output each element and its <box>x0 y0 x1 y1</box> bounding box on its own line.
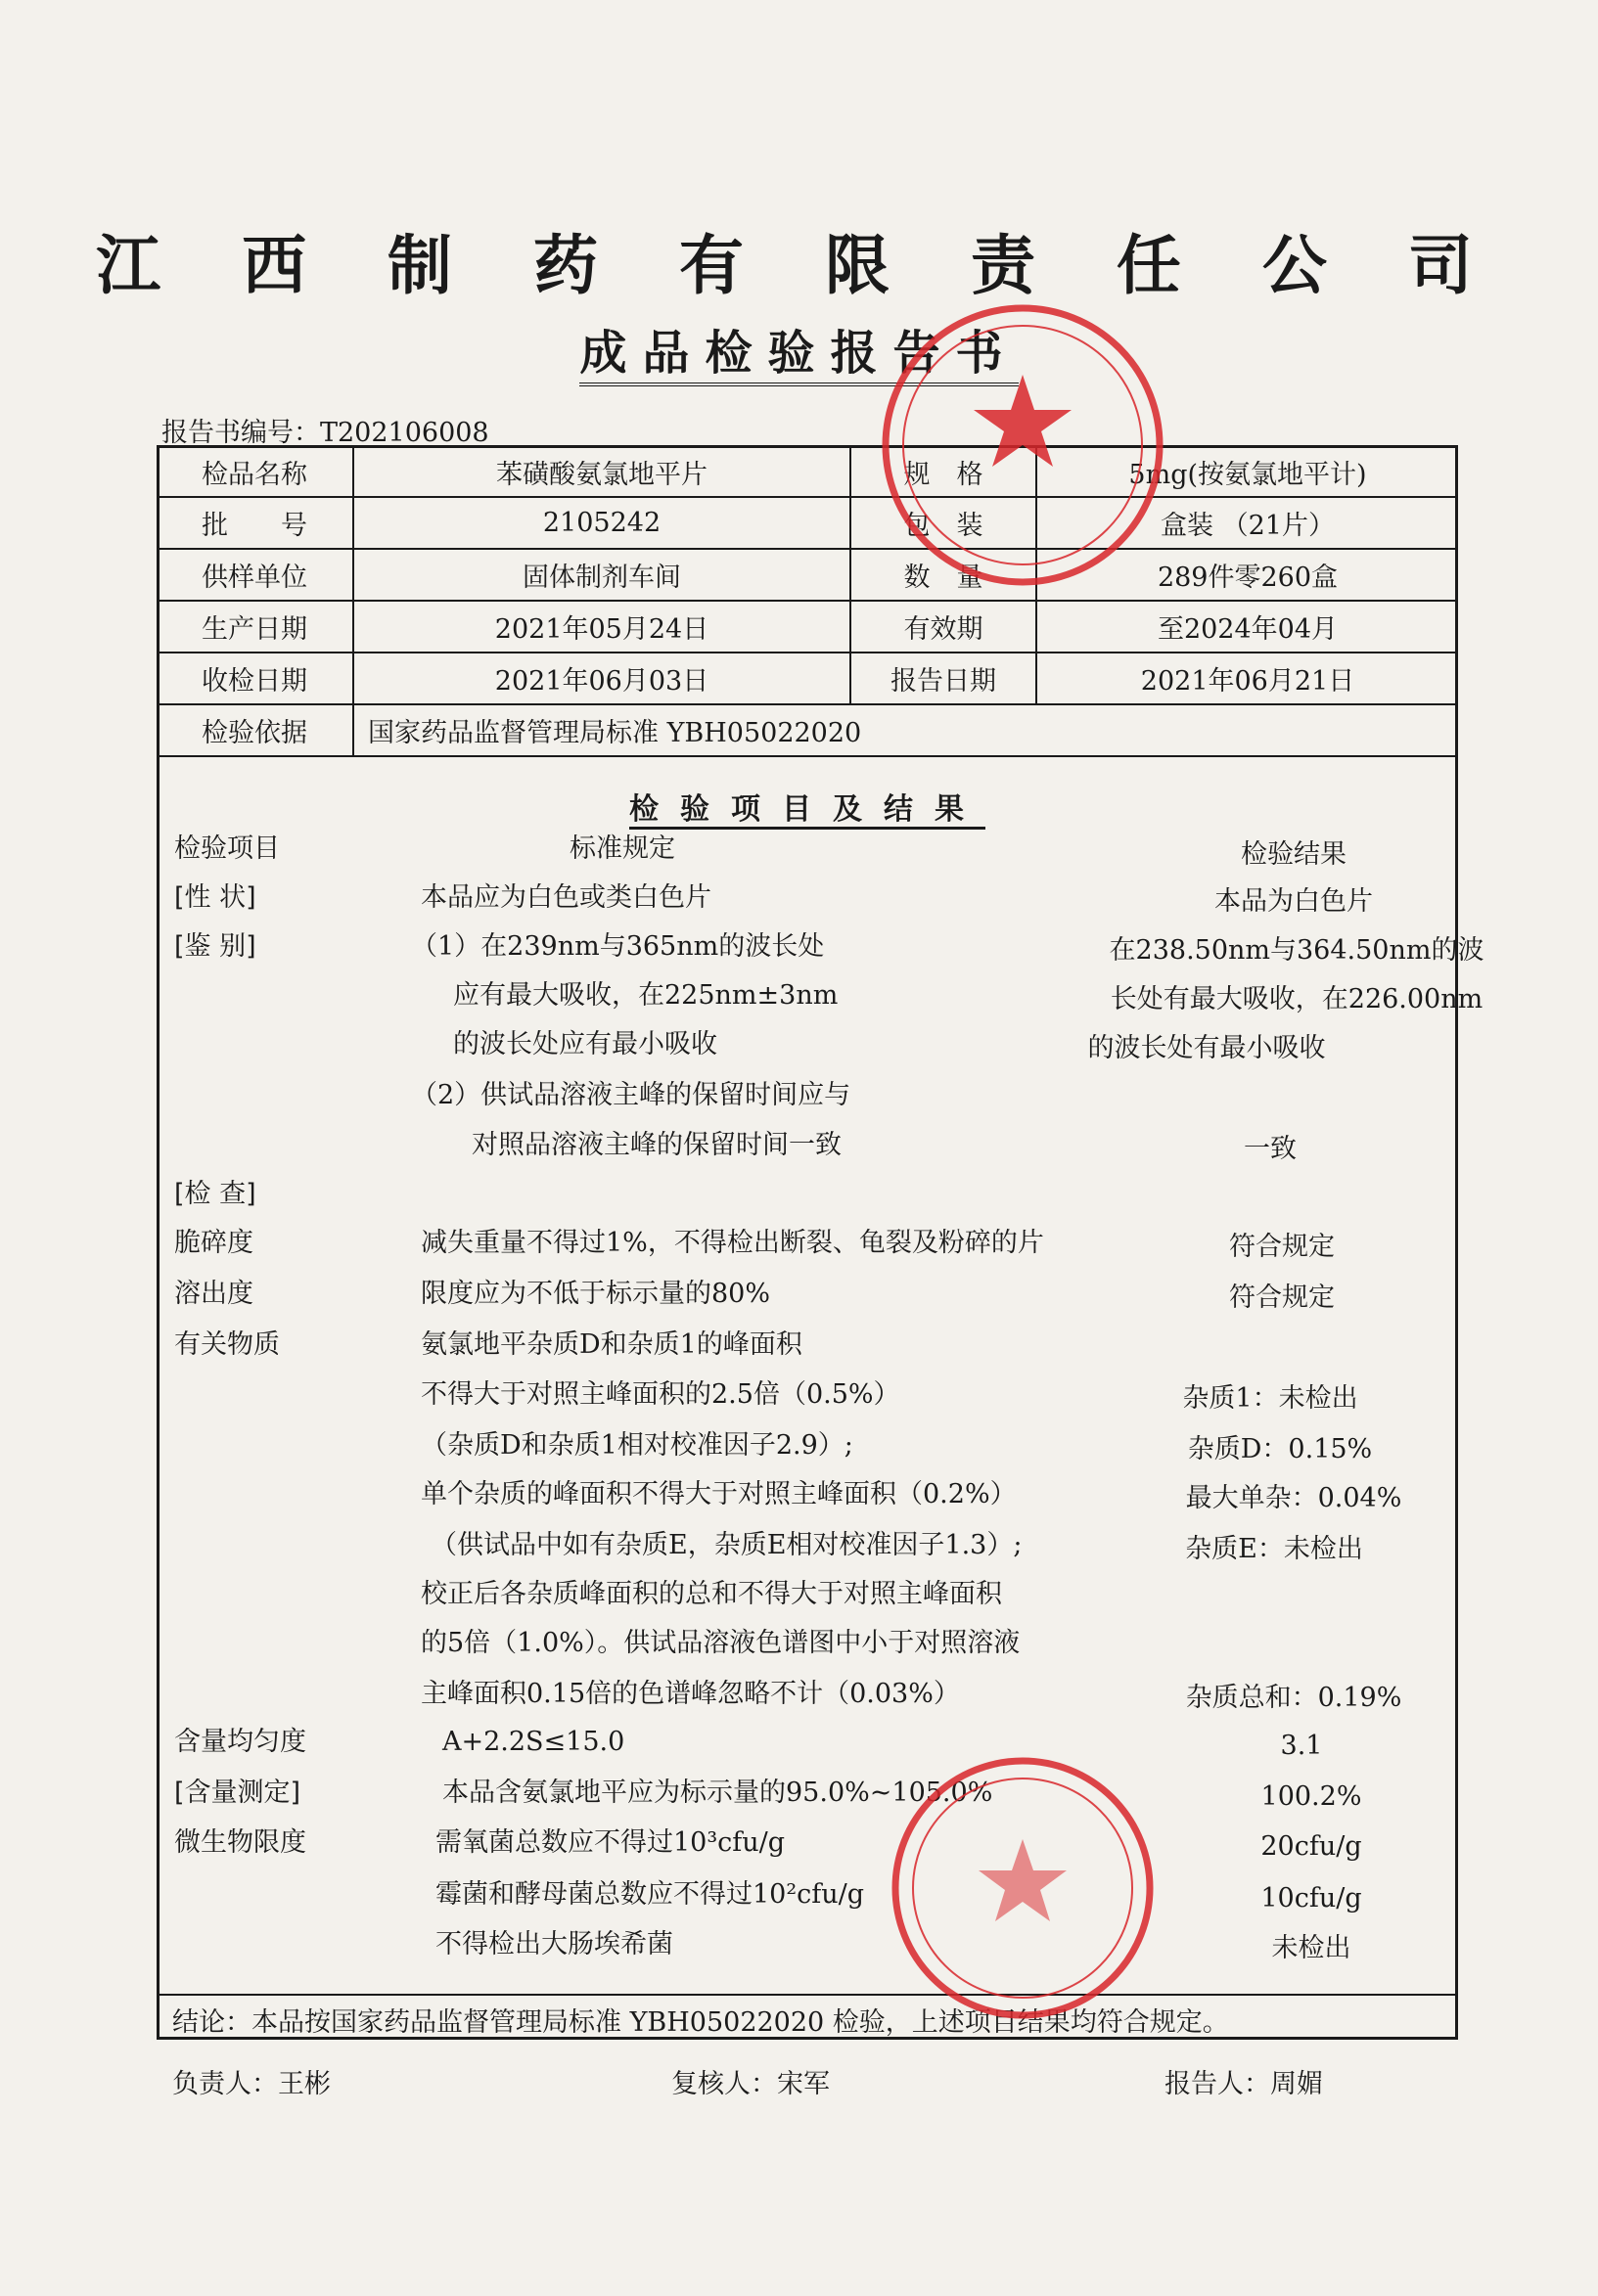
result-row-result: 杂质总和：0.19% <box>1185 1683 1402 1713</box>
result-row-standard: 限度应为不低于标示量的80% <box>421 1279 771 1309</box>
quantity-label: 数 量 <box>903 562 983 593</box>
result-row-standard: 校正后各杂质峰面积的总和不得大于对照主峰面积 <box>421 1579 1002 1609</box>
result-row-result: 的波长处有最小吸收 <box>1087 1033 1326 1063</box>
package-label: 包 装 <box>903 510 983 541</box>
result-row-result: 杂质E：未检出 <box>1185 1534 1363 1564</box>
document-title-text: 成品检验报告书 <box>579 326 1018 386</box>
result-row-standard: 减失重量不得过1%，不得检出断裂、龟裂及粉碎的片 <box>421 1228 1044 1258</box>
result-row-item: [检 查] <box>174 1179 256 1209</box>
result-row-result: 未检出 <box>1271 1933 1351 1963</box>
spec-value: 5mg(按氨氯地平计) <box>1128 459 1367 490</box>
batch-label: 批 号 <box>202 510 307 541</box>
signature-responsible: 负责人：王彬 <box>172 2069 331 2099</box>
result-row-result: 杂质1：未检出 <box>1182 1383 1358 1414</box>
package-value: 盒装 （21片） <box>1161 510 1335 541</box>
quantity-value: 289件零260盒 <box>1157 562 1339 593</box>
product-name-value: 苯磺酸氨氯地平片 <box>496 459 708 490</box>
result-row-result: 3.1 <box>1280 1731 1323 1761</box>
receipt-date-value: 2021年06月03日 <box>494 665 709 697</box>
company-seal-icon <box>886 1751 1160 2025</box>
supplier-label: 供样单位 <box>202 562 307 593</box>
result-row-result: 最大单杂：0.04% <box>1185 1483 1402 1513</box>
batch-value: 2105242 <box>542 507 662 538</box>
basis-label: 检验依据 <box>202 717 307 748</box>
result-row-result: 杂质D：0.15% <box>1187 1434 1373 1464</box>
result-row-standard: 对照品溶液主峰的保留时间一致 <box>472 1130 842 1160</box>
result-row-standard: （供试品中如有杂质E，杂质E相对校准因子1.3）; <box>431 1530 1023 1560</box>
result-row-standard: 的波长处应有最小吸收 <box>453 1029 717 1059</box>
quality-seal-icon <box>876 298 1169 592</box>
section-title <box>157 785 1458 828</box>
result-row-standard: 霉菌和酵母菌总数应不得过10²cfu/g <box>435 1879 865 1910</box>
result-row-item: 有关物质 <box>174 1329 280 1360</box>
supplier-value: 固体制剂车间 <box>523 562 681 593</box>
result-row-result: 长处有最大吸收，在226.00nm <box>1110 984 1484 1014</box>
result-row-standard: （1）在239nm与365nm的波长处 <box>411 931 825 962</box>
result-row-item: [含量测定] <box>174 1778 301 1808</box>
result-row-standard: 不得大于对照主峰面积的2.5倍（0.5%） <box>421 1379 900 1410</box>
signature-reviewer: 复核人：宋军 <box>671 2069 830 2099</box>
result-row-standard: 的5倍（1.0%）。供试品溶液色谱图中小于对照溶液 <box>421 1628 1021 1658</box>
production-date-label: 生产日期 <box>202 613 307 645</box>
result-row-standard: （杂质D和杂质1相对校准因子2.9）; <box>421 1430 853 1461</box>
result-row-standard: 应有最大吸收，在225nm±3nm <box>453 980 839 1011</box>
grid-line <box>157 1994 1458 1996</box>
result-row-item: [鉴 别] <box>174 931 256 962</box>
result-row-result: 100.2% <box>1260 1781 1362 1812</box>
result-row-item: 含量均匀度 <box>174 1727 306 1757</box>
expiry-label: 有效期 <box>903 613 983 645</box>
result-row-result: 符合规定 <box>1229 1283 1335 1313</box>
document-title <box>0 315 1598 383</box>
result-row-result: 一致 <box>1244 1134 1297 1164</box>
result-row-standard: 单个杂质的峰面积不得大于对照主峰面积（0.2%） <box>421 1479 1017 1509</box>
spec-label: 规 格 <box>903 459 983 490</box>
result-row-result: 10cfu/g <box>1260 1883 1362 1913</box>
section-title-text: 检验项目及结果 <box>629 792 985 830</box>
result-row-result: 20cfu/g <box>1260 1831 1362 1862</box>
result-row-standard: 主峰面积0.15倍的色谱峰忽略不计（0.03%） <box>421 1679 960 1709</box>
result-row-item: [性 状] <box>174 882 256 913</box>
header-item: 检验项目 <box>174 833 280 864</box>
result-row-standard: 需氧菌总数应不得过10³cfu/g <box>435 1827 786 1858</box>
result-row-result: 符合规定 <box>1229 1232 1335 1262</box>
result-row-standard: A+2.2S≤15.0 <box>442 1727 625 1757</box>
result-row-standard: 本品含氨氯地平应为标示量的95.0%~105.0% <box>442 1778 993 1808</box>
report-date-label: 报告日期 <box>890 665 996 697</box>
result-row-item: 溶出度 <box>174 1279 253 1309</box>
product-name-label: 检品名称 <box>202 459 307 490</box>
result-row-standard: 氨氯地平杂质D和杂质1的峰面积 <box>421 1329 802 1360</box>
result-row-standard: 本品应为白色或类白色片 <box>421 882 711 913</box>
production-date-value: 2021年05月24日 <box>494 613 709 645</box>
expiry-value: 至2024年04月 <box>1157 613 1339 645</box>
result-row-standard: （2）供试品溶液主峰的保留时间应与 <box>411 1080 851 1110</box>
conclusion: 结论：本品按国家药品监督管理局标准 YBH05022020 检验，上述项目结果均符合规定。 <box>172 2007 1229 2038</box>
result-row-item: 微生物限度 <box>174 1827 306 1858</box>
basis-value: 国家药品监督管理局标准 YBH05022020 <box>368 717 862 748</box>
signature-reporter: 报告人：周媚 <box>1164 2069 1323 2099</box>
result-row-standard: 不得检出大肠埃希菌 <box>435 1929 673 1959</box>
report-number: 报告书编号：T202106008 <box>161 418 489 448</box>
result-row-item: 脆碎度 <box>174 1228 253 1258</box>
header-standard: 标准规定 <box>570 833 675 864</box>
grid-line <box>157 755 1458 757</box>
result-row-result: 在238.50nm与364.50nm的波 <box>1109 935 1484 966</box>
report-date-value: 2021年06月21日 <box>1140 665 1355 697</box>
header-result: 检验结果 <box>1241 839 1347 870</box>
result-row-result: 本品为白色片 <box>1214 886 1373 917</box>
receipt-date-label: 收检日期 <box>202 665 307 697</box>
company-name: 江 西 制 药 有 限 责 任 公 司 <box>96 228 1502 303</box>
